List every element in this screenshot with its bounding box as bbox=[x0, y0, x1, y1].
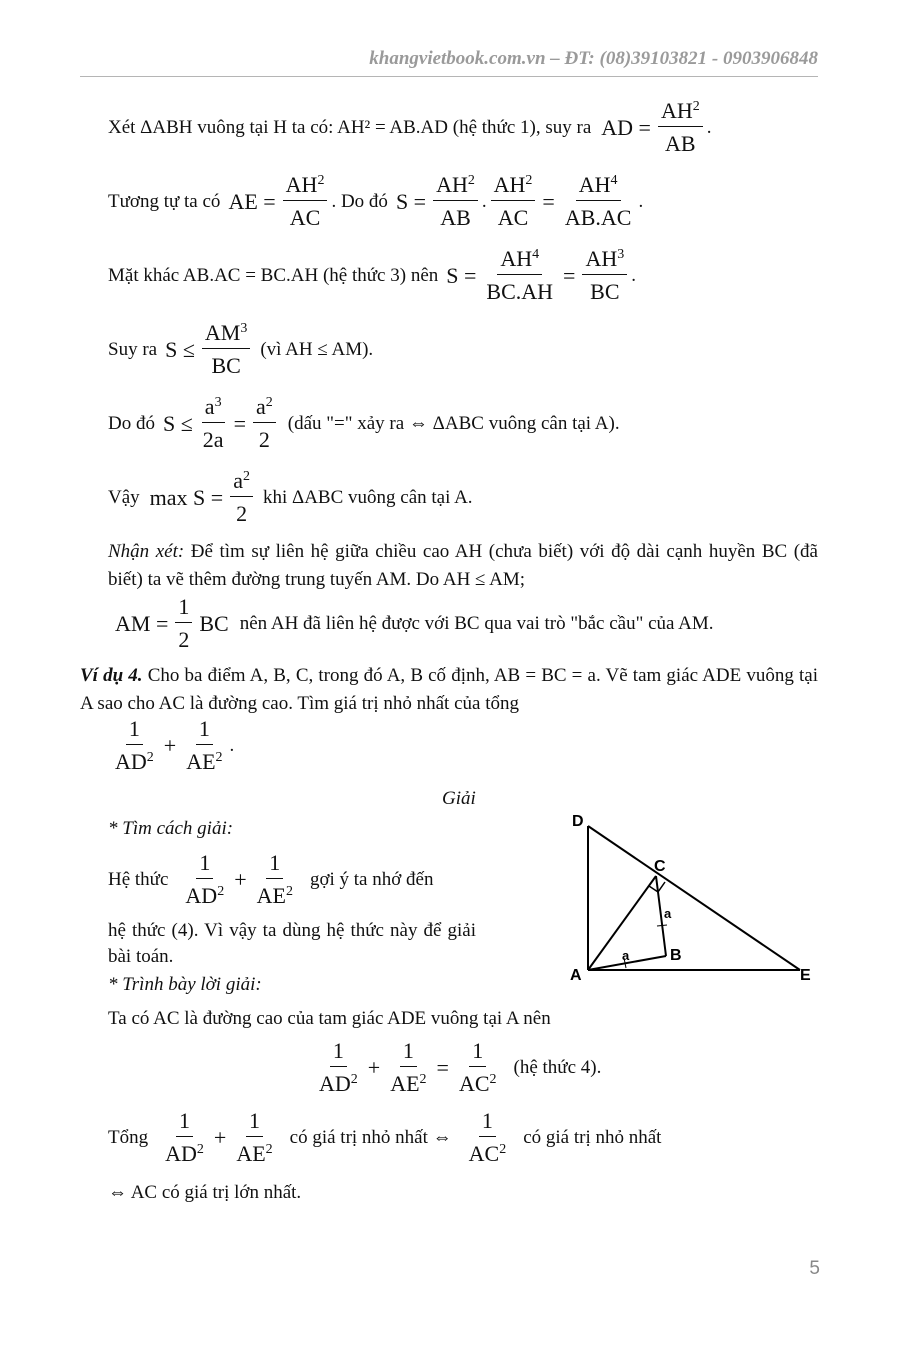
label-D: D bbox=[572, 813, 584, 830]
fraction: $\frac{AH^2}{AB}$ bbox=[433, 174, 478, 229]
fraction: $\frac{AH^2}{AC}$ bbox=[283, 174, 328, 229]
fraction: $\frac{1}{AE^2}$ bbox=[390, 1038, 427, 1096]
remark-paragraph: Nhận xét: Để tìm sự liên hệ giữa chiều cao AH (chưa biết) với độ dài cạnh huyền BC (đã biết) ta vẽ thêm đường trung tuyến AM. Do AH ≤ AM; bbox=[108, 541, 818, 590]
side-label-AB: a bbox=[622, 948, 630, 963]
fraction: $\frac{1}{AD^2}$ bbox=[165, 1108, 204, 1166]
equation-line-8: $\frac{1}{AD^2}$ + $\frac{1}{AE^2}$ . bbox=[108, 718, 234, 773]
equation-line-1: Xét ΔABH vuông tại H ta có: AH² = AB.AD (hệ thức 1), suy ra AD = $\frac{AH^2}{AB}$ . bbox=[108, 98, 712, 156]
fraction: $\frac{1}{AE^2}$ bbox=[256, 850, 293, 908]
fraction: $\frac{1}{AD^2}$ bbox=[319, 1038, 358, 1096]
section-find-approach: * Tìm cách giải: bbox=[108, 818, 234, 839]
fraction: $\frac{AM^3}{BC}$ bbox=[202, 322, 250, 377]
triangle-figure bbox=[560, 800, 825, 990]
equation-line-10: Tổng $\frac{1}{AD^2}$ + $\frac{1}{AE^2}$ có giá trị nhỏ nhất ⇔ $\frac{1}{AC^2}$ có giá trị nhỏ nhất bbox=[108, 1108, 662, 1166]
fraction: $\frac{a^2}{2}$ bbox=[230, 470, 253, 525]
fraction: $\frac{1}{AE^2}$ bbox=[236, 1108, 273, 1166]
example-4: Ví dụ 4. Cho ba điểm A, B, C, trong đó A, B cố định, AB = BC = a. Vẽ tam giác ADE vuông tại A sao cho AC là đường cao. Tìm giá trị nhỏ nhất của tổng bbox=[80, 665, 818, 714]
fraction: $\frac{AH^2}{AB}$ bbox=[658, 100, 703, 155]
fraction: $\frac{1}{2}$ bbox=[175, 596, 192, 651]
section-present-solution: * Trình bày lời giải: bbox=[108, 974, 262, 995]
label-B: B bbox=[670, 947, 682, 964]
equation-line-3: Mặt khác AB.AC = BC.AH (hệ thức 3) nên S = $\frac{AH^4}{BC.AH}$ = $\frac{AH^3}{BC}$ . bbox=[108, 246, 636, 304]
hethuc-continued: hệ thức (4). Vì vậy ta dùng hệ thức này để giải bài toán. bbox=[108, 920, 476, 967]
fraction: $\frac{1}{AE^2}$ bbox=[186, 716, 223, 774]
page-header: khangvietbook.com.vn – ĐT: (08)39103821 - 0903906848 bbox=[80, 48, 818, 77]
equation-line-7: AM = $\frac{1}{2}$ BC nên AH đã liên hệ được với BC qua vai trò "bắc cầu" của AM. bbox=[115, 594, 714, 652]
solution-heading: Giải bbox=[442, 788, 476, 809]
fraction: $\frac{1}{AC^2}$ bbox=[468, 1108, 507, 1166]
page-number: 5 bbox=[809, 1258, 820, 1279]
statement-line: Ta có AC là đường cao của tam giác ADE vuông tại A nên bbox=[108, 1008, 551, 1029]
label-C: C bbox=[654, 858, 666, 875]
fraction: $\frac{a^3}{2a}$ bbox=[202, 394, 224, 452]
equation-line-hethuc: Hệ thức $\frac{1}{AD^2}$ + $\frac{1}{AE^2}$ gợi ý ta nhớ đến bbox=[108, 850, 434, 908]
fraction: $\frac{AH^4}{BC.AH}$ bbox=[486, 246, 554, 304]
label-E: E bbox=[800, 967, 811, 984]
fraction: $\frac{AH^2}{AC}$ bbox=[491, 174, 536, 229]
label-A: A bbox=[570, 967, 582, 984]
fraction: $\frac{a^2}{2}$ bbox=[253, 396, 276, 451]
tick-mark bbox=[657, 925, 667, 926]
equation-line-5: Do đó S ≤ $\frac{a^3}{2a}$ = $\frac{a^2}{2}$ (dấu "=" xảy ra ⇔ ΔABC vuông cân tại A). bbox=[108, 394, 620, 452]
equation-line-2: Tương tự ta có AE = $\frac{AH^2}{AC}$ . Do đó S = $\frac{AH^2}{AB}$ . $\frac{AH^2}{AC}$ = $\frac{AH^4}{AB.AC}$ . bbox=[108, 172, 644, 230]
side-label-CB: a bbox=[664, 906, 672, 921]
fraction: $\frac{1}{AD^2}$ bbox=[115, 716, 154, 774]
segment-DE bbox=[588, 826, 800, 970]
fraction: $\frac{AH^3}{BC}$ bbox=[582, 248, 627, 303]
equation-line-6: Vậy max S = $\frac{a^2}{2}$ khi ΔABC vuông cân tại A. bbox=[108, 468, 473, 526]
equation-line-9: $\frac{1}{AD^2}$ + $\frac{1}{AE^2}$ = $\frac{1}{AC^2}$ (hệ thức 4). bbox=[312, 1040, 601, 1095]
fraction: $\frac{1}{AD^2}$ bbox=[185, 850, 225, 908]
fraction: $\frac{1}{AC^2}$ bbox=[458, 1038, 497, 1096]
fraction: $\frac{AH^4}{AB.AC}$ bbox=[564, 172, 632, 230]
conclusion-line: ⇔ AC có giá trị lớn nhất. bbox=[108, 1182, 302, 1203]
equation-line-4: Suy ra S ≤ $\frac{AM^3}{BC}$ (vì AH ≤ AM). bbox=[108, 320, 374, 378]
